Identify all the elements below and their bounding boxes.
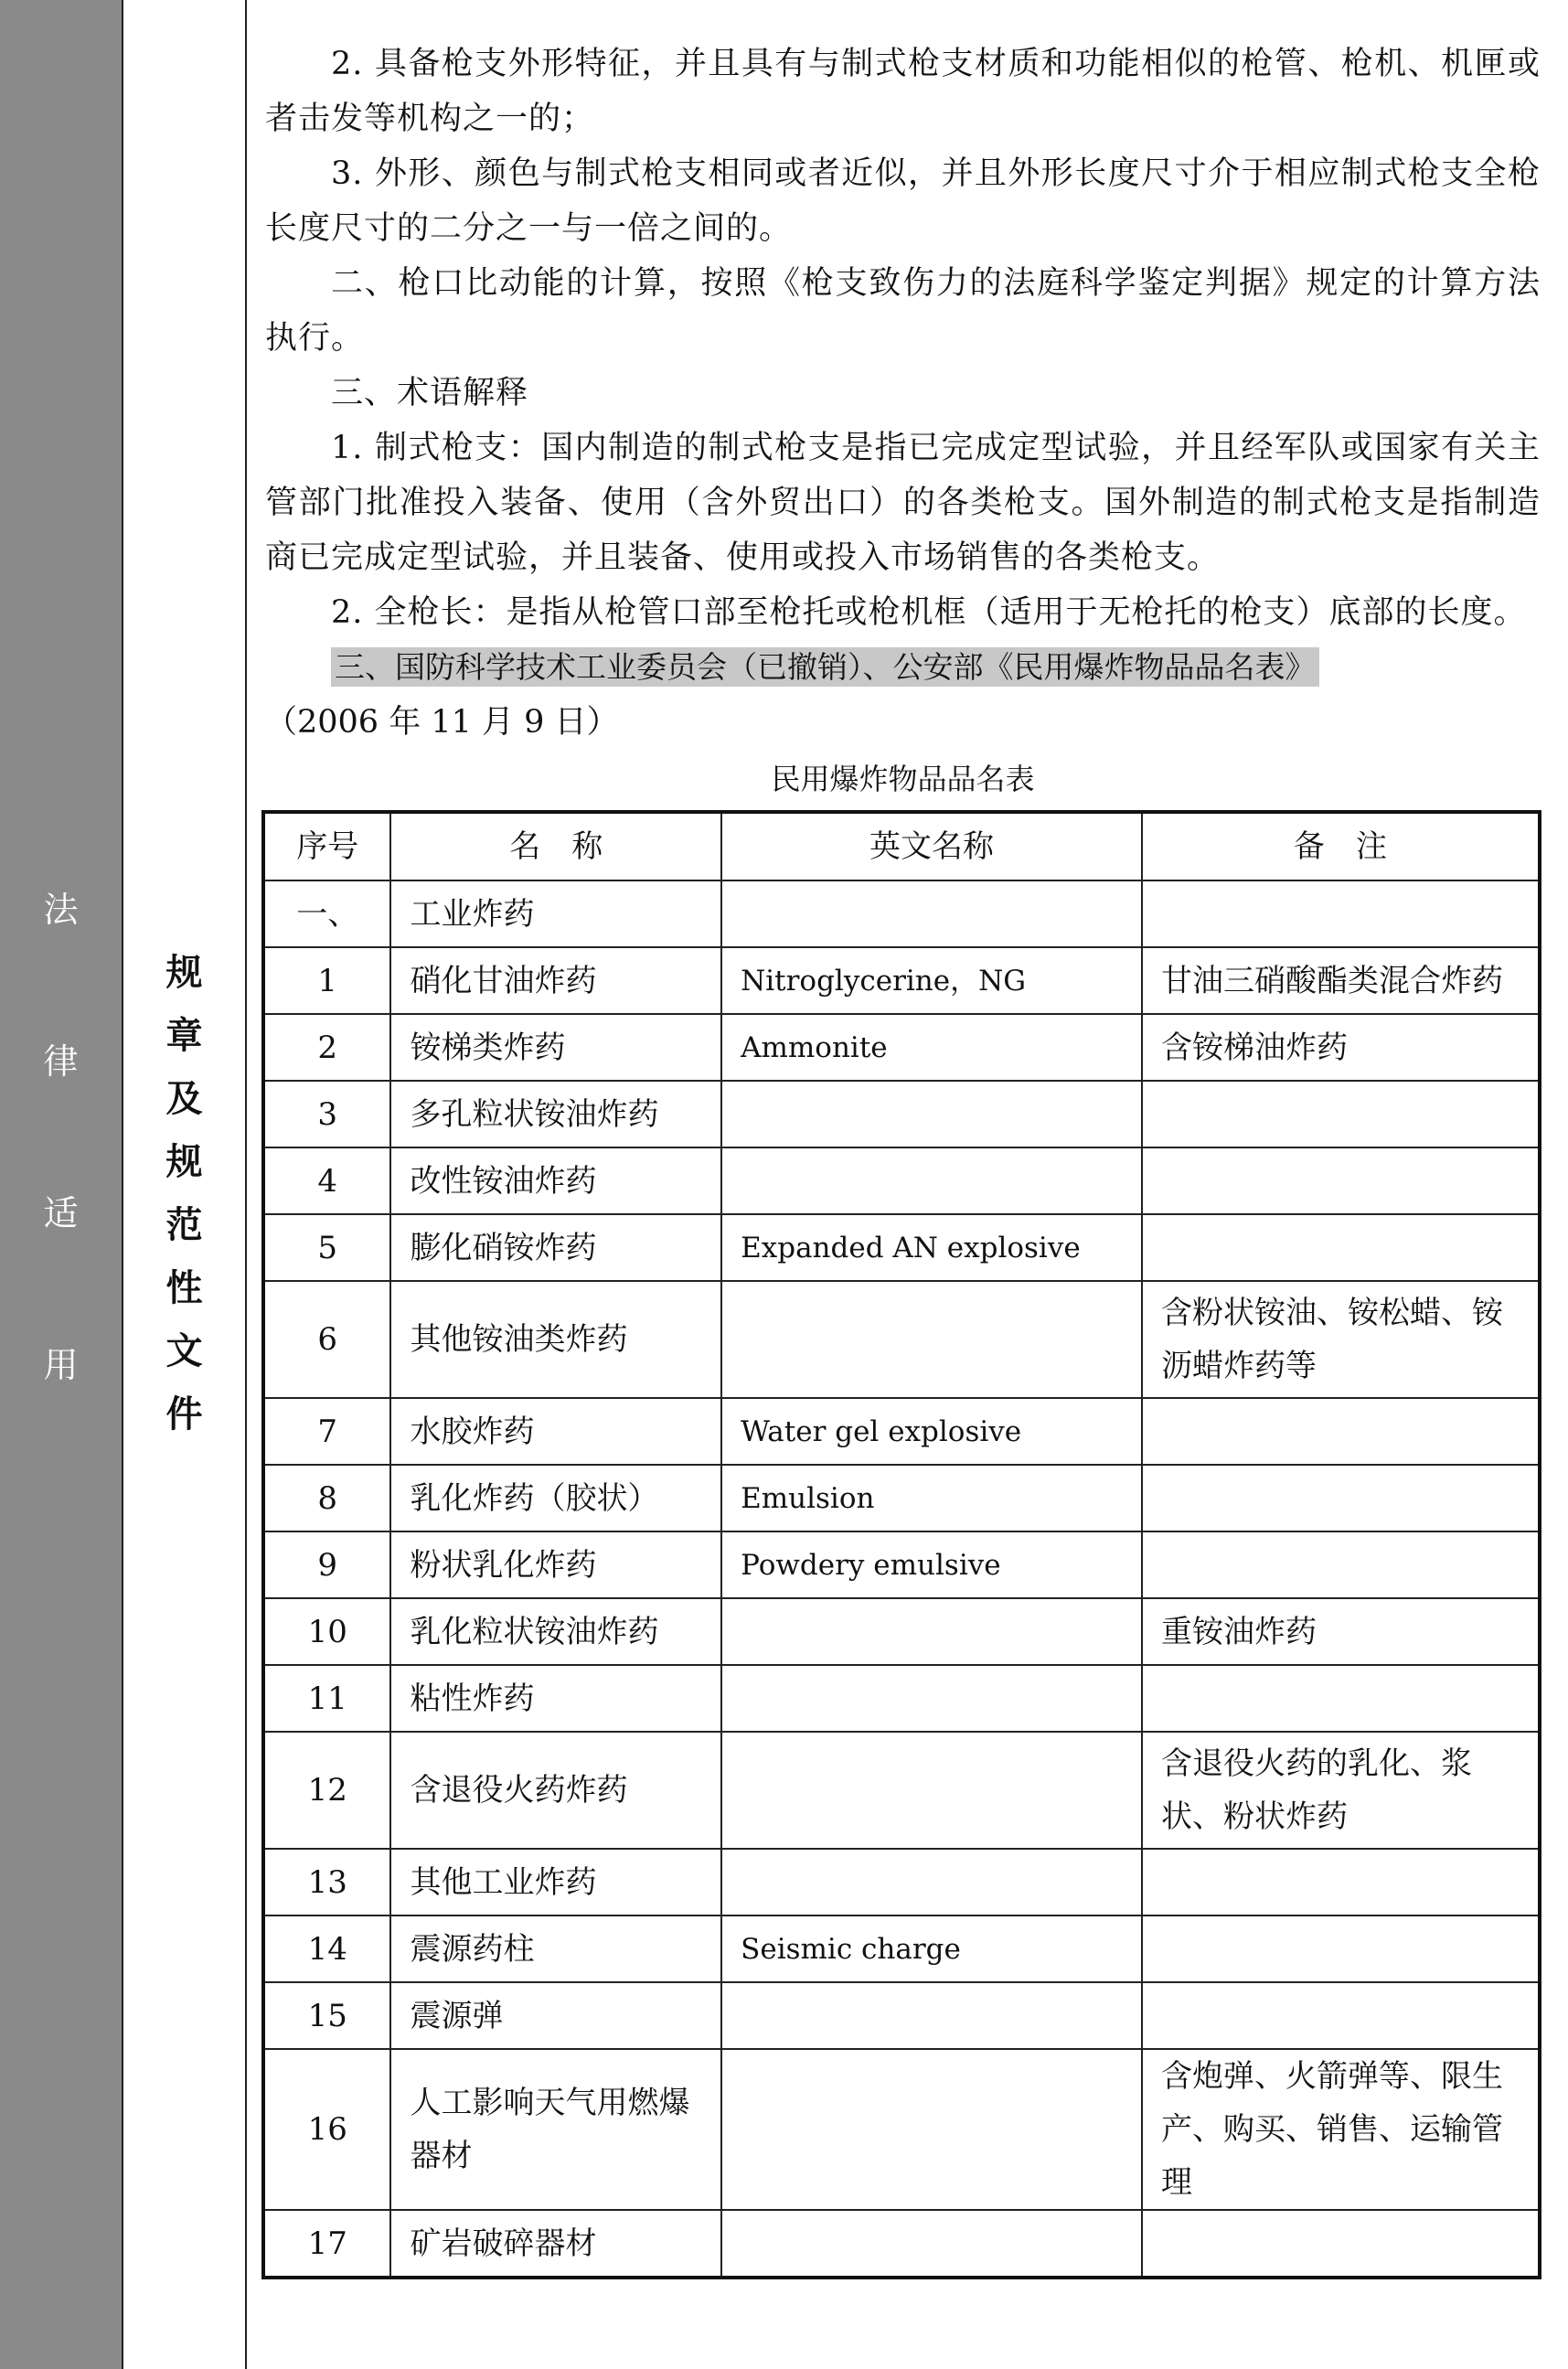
table-row xyxy=(263,1849,1540,1915)
table-row xyxy=(263,1465,1540,1531)
header-cell: 名 称 xyxy=(390,812,721,880)
outer-label-char: 适 xyxy=(43,1193,79,1233)
cell-english-name: Emulsion xyxy=(721,1465,1142,1531)
cell-number: 6 xyxy=(263,1281,390,1398)
cell-name: 粉状乳化炸药 xyxy=(390,1531,721,1598)
cell-english-name xyxy=(721,1732,1142,1849)
table-row xyxy=(263,1915,1540,1982)
cell-name: 乳化炸药（胶状） xyxy=(390,1465,721,1531)
cell-number: 14 xyxy=(263,1915,390,1982)
inner-label-char: 件 xyxy=(165,1393,203,1435)
cell-english-name: Water gel explosive xyxy=(721,1398,1142,1465)
cell-english-name xyxy=(721,2049,1142,2210)
table-title: 民用爆炸物品品名表 xyxy=(771,762,1035,796)
table-row xyxy=(263,1081,1540,1147)
inner-label-char: 规 xyxy=(165,1141,203,1183)
main-content xyxy=(265,37,1541,2279)
inner-label-char: 章 xyxy=(165,1015,203,1057)
cell-remark xyxy=(1142,1147,1540,1214)
table-row xyxy=(263,2210,1540,2278)
cell-number: 15 xyxy=(263,1982,390,2049)
cell-english-name xyxy=(721,880,1142,947)
cell-number: 9 xyxy=(263,1531,390,1598)
cell-english-name: Expanded AN explosive xyxy=(721,1214,1142,1281)
cell-remark xyxy=(1142,1849,1540,1915)
cell-name: 膨化硝铵炸药 xyxy=(390,1214,721,1281)
cell-english-name: Powdery emulsive xyxy=(721,1531,1142,1598)
section-heading-text: 三、国防科学技术工业委员会（已撤销）、公安部《民用爆炸物品品名表》 xyxy=(331,647,1319,687)
cell-remark xyxy=(1142,1214,1540,1281)
outer-label-char: 律 xyxy=(43,1041,79,1082)
inner-label-char: 文 xyxy=(165,1330,203,1372)
cell-english-name xyxy=(721,1849,1142,1915)
cell-number: 12 xyxy=(263,1732,390,1849)
table-row xyxy=(263,1982,1540,2049)
header-cell: 序号 xyxy=(263,812,390,880)
cell-remark: 含炮弹、火箭弹等、限生产、购买、销售、运输管理 xyxy=(1142,2049,1540,2210)
table-row xyxy=(263,1732,1540,1849)
cell-english-name: Nitroglycerine，NG xyxy=(721,947,1142,1014)
cell-number: 4 xyxy=(263,1147,390,1214)
inner-label-char: 性 xyxy=(165,1267,203,1309)
table-row xyxy=(263,1214,1540,1281)
cell-remark xyxy=(1142,1531,1540,1598)
outer-category-column xyxy=(0,0,123,2369)
cell-number: 10 xyxy=(263,1598,390,1665)
cell-number: 1 xyxy=(263,947,390,1014)
paragraph: 三、术语解释 xyxy=(331,375,529,411)
cell-remark xyxy=(1142,1982,1540,2049)
paragraph: 1. 制式枪支：国内制造的制式枪支是指已完成定型试验，并且经军队或国家有关主管部门批准投入装备、使用（含外贸出口）的各类枪支。国外制造的制式枪支是指制造商已完成定型试验，并且装备、使用或投入市场销售的各类枪支。 xyxy=(265,430,1541,576)
table-row xyxy=(263,2049,1540,2210)
header-cell: 英文名称 xyxy=(721,812,1142,880)
table-body xyxy=(263,880,1540,2278)
cell-remark: 含退役火药的乳化、浆状、粉状炸药 xyxy=(1142,1732,1540,1849)
cell-number: 5 xyxy=(263,1214,390,1281)
cell-english-name xyxy=(721,1147,1142,1214)
table-row xyxy=(263,1598,1540,1665)
cell-name: 硝化甘油炸药 xyxy=(390,947,721,1014)
table-row xyxy=(263,880,1540,947)
cell-english-name: Seismic charge xyxy=(721,1915,1142,1982)
outer-label-char: 法 xyxy=(43,890,79,930)
table-row xyxy=(263,1014,1540,1081)
table-row xyxy=(263,1147,1540,1214)
table-header-row xyxy=(263,812,1540,880)
cell-name: 水胶炸药 xyxy=(390,1398,721,1465)
cell-english-name: Ammonite xyxy=(721,1014,1142,1081)
cell-english-name xyxy=(721,1598,1142,1665)
cell-name: 改性铵油炸药 xyxy=(390,1147,721,1214)
table-row xyxy=(263,947,1540,1014)
cell-number: 16 xyxy=(263,2049,390,2210)
cell-remark: 含铵梯油炸药 xyxy=(1142,1014,1540,1081)
explosives-table xyxy=(261,810,1541,2279)
cell-number: 2 xyxy=(263,1014,390,1081)
cell-remark xyxy=(1142,1915,1540,1982)
cell-english-name xyxy=(721,1665,1142,1732)
table-row xyxy=(263,1281,1540,1398)
cell-name: 震源弹 xyxy=(390,1982,721,2049)
paragraph: 2. 全枪长：是指从枪管口部至枪托或枪机框（适用于无枪托的枪支）底部的长度。 xyxy=(331,594,1527,631)
cell-remark xyxy=(1142,880,1540,947)
inner-label-char: 范 xyxy=(165,1204,203,1246)
paragraph: 3. 外形、颜色与制式枪支相同或者近似，并且外形长度尺寸介于相应制式枪支全枪长度尺寸的二分之一与一倍之间的。 xyxy=(265,155,1541,247)
cell-remark: 重铵油炸药 xyxy=(1142,1598,1540,1665)
inner-label-char: 规 xyxy=(165,952,203,994)
cell-remark xyxy=(1142,1465,1540,1531)
cell-remark: 甘油三硝酸酯类混合炸药 xyxy=(1142,947,1540,1014)
date-line: （2006 年 11 月 9 日） xyxy=(265,704,619,741)
cell-number: 7 xyxy=(263,1398,390,1465)
cell-number: 13 xyxy=(263,1849,390,1915)
cell-remark xyxy=(1142,2210,1540,2278)
cell-remark xyxy=(1142,1398,1540,1465)
inner-label-char: 及 xyxy=(165,1078,203,1120)
section-heading xyxy=(265,640,1541,695)
cell-number: 3 xyxy=(263,1081,390,1147)
table-row xyxy=(263,1398,1540,1465)
table-row xyxy=(263,1531,1540,1598)
cell-name: 粘性炸药 xyxy=(390,1665,721,1732)
cell-english-name xyxy=(721,1982,1142,2049)
outer-category-label xyxy=(0,882,122,1489)
cell-english-name xyxy=(721,2210,1142,2278)
cell-remark xyxy=(1142,1665,1540,1732)
cell-name: 其他铵油类炸药 xyxy=(390,1281,721,1398)
cell-english-name xyxy=(721,1281,1142,1398)
cell-name: 含退役火药炸药 xyxy=(390,1732,721,1849)
cell-name: 工业炸药 xyxy=(390,880,721,947)
cell-name: 乳化粒状铵油炸药 xyxy=(390,1598,721,1665)
cell-name: 多孔粒状铵油炸药 xyxy=(390,1081,721,1147)
inner-category-label xyxy=(123,942,245,1446)
cell-name: 矿岩破碎器材 xyxy=(390,2210,721,2278)
cell-remark xyxy=(1142,1081,1540,1147)
cell-number: 17 xyxy=(263,2210,390,2278)
cell-number: 一、 xyxy=(263,880,390,947)
inner-category-column xyxy=(123,0,247,2369)
cell-remark: 含粉状铵油、铵松蜡、铵沥蜡炸药等 xyxy=(1142,1281,1540,1398)
table-row xyxy=(263,1665,1540,1732)
outer-label-char: 用 xyxy=(43,1345,79,1385)
cell-english-name xyxy=(721,1081,1142,1147)
cell-name: 震源药柱 xyxy=(390,1915,721,1982)
paragraph: 二、枪口比动能的计算，按照《枪支致伤力的法庭科学鉴定判据》规定的计算方法执行。 xyxy=(265,265,1541,357)
cell-name: 其他工业炸药 xyxy=(390,1849,721,1915)
cell-number: 8 xyxy=(263,1465,390,1531)
paragraph: 2. 具备枪支外形特征，并且具有与制式枪支材质和功能相似的枪管、枪机、机匣或者击发等机构之一的； xyxy=(265,46,1541,137)
cell-name: 铵梯类炸药 xyxy=(390,1014,721,1081)
cell-number: 11 xyxy=(263,1665,390,1732)
header-cell: 备 注 xyxy=(1142,812,1540,880)
cell-name: 人工影响天气用燃爆器材 xyxy=(390,2049,721,2210)
